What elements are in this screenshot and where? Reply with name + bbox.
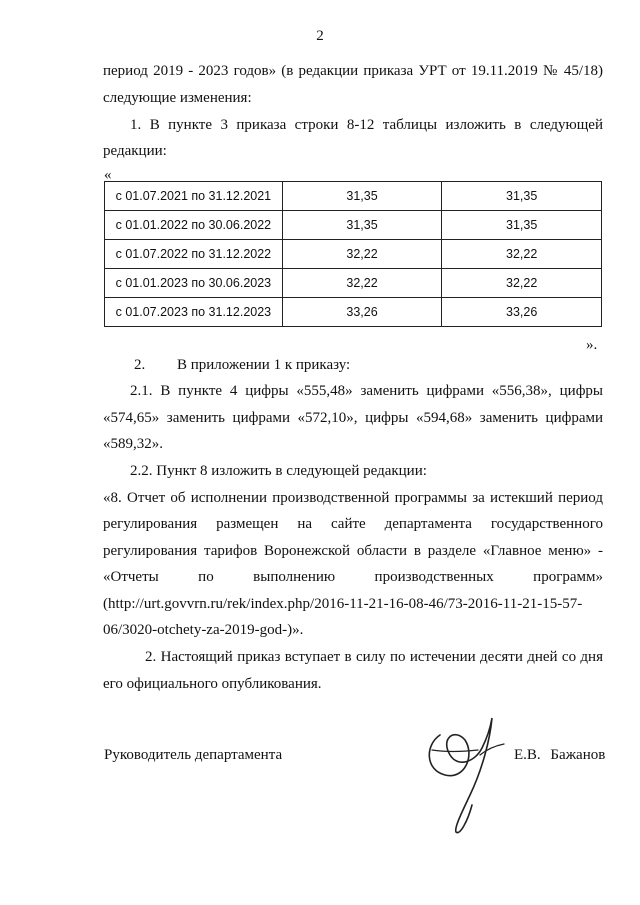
item-2-text: В приложении 1 к приказу: [177, 357, 351, 373]
item-2-2-line-1: «8. Отчет об исполнении производственной программы за истекший период [103, 490, 603, 506]
item-2-2-heading: 2.2. Пункт 8 изложить в следующей редакции: [130, 463, 427, 479]
table-row [105, 269, 602, 298]
item-2-number: 2. [134, 357, 146, 373]
table-row [105, 240, 602, 269]
item-2-1-line-2: «574,65» заменить цифрами «572,10», цифры «594,68» заменить цифрами [103, 410, 603, 426]
table-cell-period: с 01.07.2021 по 31.12.2021 [105, 182, 283, 211]
table-cell-period: с 01.01.2023 по 30.06.2023 [105, 269, 283, 298]
tariff-table [104, 181, 602, 327]
signature-position: Руководитель департамента [104, 747, 283, 763]
table-cell-value-1: 31,35 [282, 211, 442, 240]
table-row [105, 298, 602, 327]
table-cell-value-1: 32,22 [282, 269, 442, 298]
handwritten-signature-image [420, 700, 510, 840]
item-1-line-1: 1. В пункте 3 приказа строки 8-12 таблицы изложить в следующей [130, 117, 603, 133]
table-cell-value-1: 32,22 [282, 240, 442, 269]
item-2-2-line-5: (http://urt.govvrn.ru/rek/index.php/2016-11-21-16-08-46/73-2016-11-21-15-57- [103, 596, 583, 612]
close-quote: ». [586, 337, 598, 353]
signature-name: Е.В. Бажанов [514, 747, 606, 763]
item-1-line-2: редакции: [103, 143, 167, 159]
open-quote: « [104, 167, 112, 183]
intro-line-1: период 2019 - 2023 годов» (в редакции приказа УРТ от 19.11.2019 № 45/18) [103, 63, 603, 79]
table-cell-period: с 01.07.2022 по 31.12.2022 [105, 240, 283, 269]
item-2-2-line-4: «Отчеты по выполнению производственных программ» [103, 569, 603, 585]
table-row [105, 182, 602, 211]
final-item-line-2: его официального опубликования. [103, 676, 322, 692]
table-cell-value-2: 32,22 [442, 269, 602, 298]
item-2-1-line-3: «589,32». [103, 436, 163, 452]
table-cell-value-2: 31,35 [442, 211, 602, 240]
page-number: 2 [316, 28, 324, 44]
item-2-2-line-6: 06/3020-otchety-za-2019-god-)». [103, 622, 304, 638]
final-item-line-1: 2. Настоящий приказ вступает в силу по истечении десяти дней со дня [145, 649, 603, 665]
table-cell-value-2: 33,26 [442, 298, 602, 327]
table-cell-value-2: 32,22 [442, 240, 602, 269]
table-cell-period: с 01.01.2022 по 30.06.2022 [105, 211, 283, 240]
table-row [105, 211, 602, 240]
table-cell-period: с 01.07.2023 по 31.12.2023 [105, 298, 283, 327]
item-2-1-line-1: 2.1. В пункте 4 цифры «555,48» заменить цифрами «556,38», цифры [130, 383, 603, 399]
table-cell-value-2: 31,35 [442, 182, 602, 211]
item-2-2-line-3: регулирования тарифов Воронежской области в разделе «Главное меню» - [103, 543, 603, 559]
table-cell-value-1: 31,35 [282, 182, 442, 211]
table-cell-value-1: 33,26 [282, 298, 442, 327]
intro-line-2: следующие изменения: [103, 90, 252, 106]
item-2-2-line-2: регулирования размещен на сайте департамента государственного [103, 516, 603, 532]
